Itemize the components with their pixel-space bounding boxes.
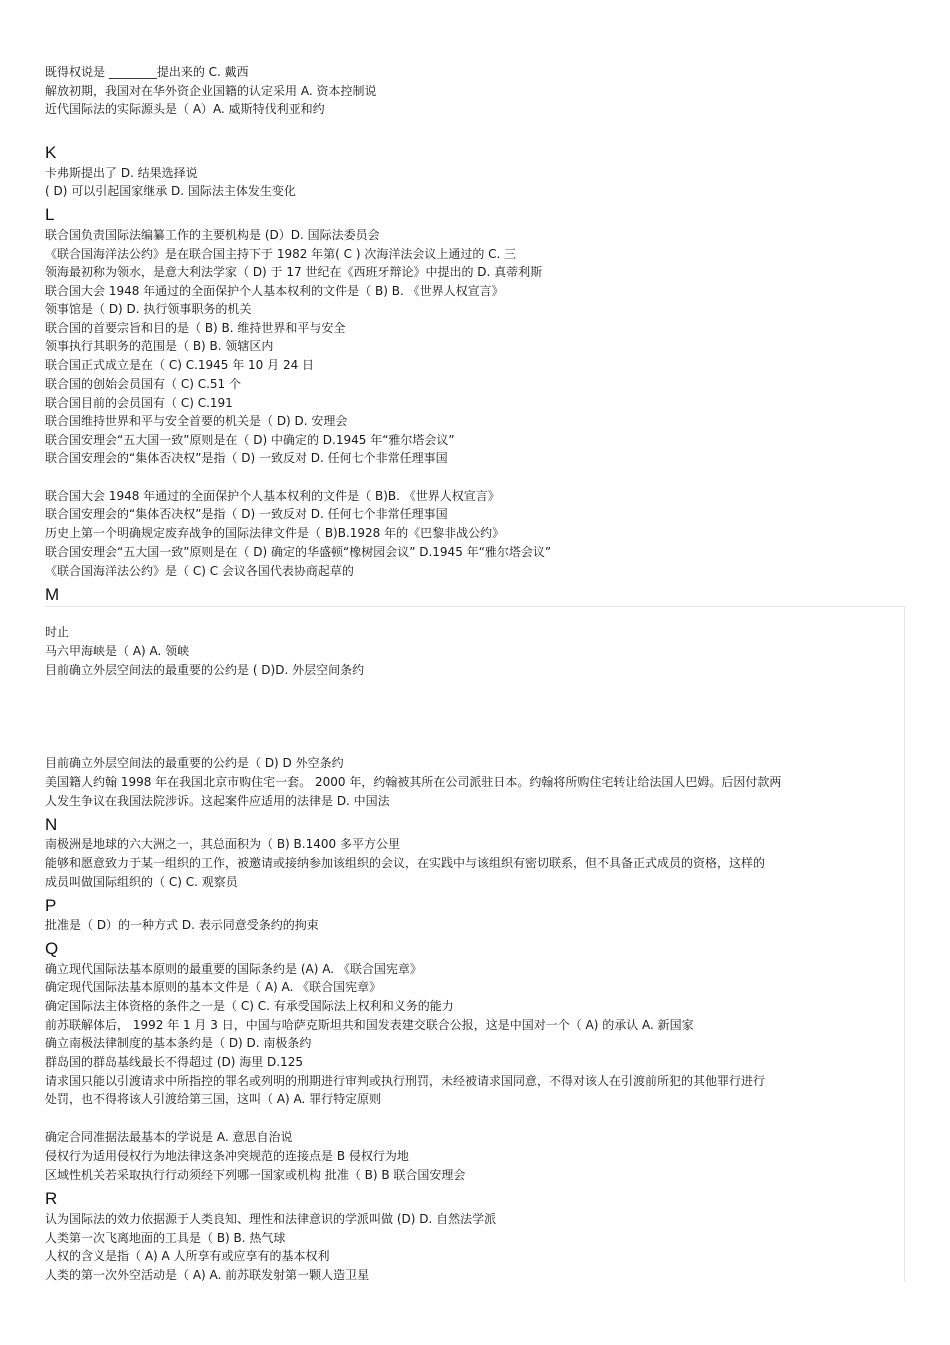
text-line: 历史上第一个明确规定废弃战争的国际法律文件是（ B)B.1928 年的《巴黎非战公约》 bbox=[45, 526, 505, 540]
text-line: 联合国维持世界和平与安全首要的机关是（ D) D. 安理会 bbox=[45, 414, 348, 428]
text-line: 联合国正式成立是在（ C) C.1945 年 10 月 24 日 bbox=[45, 358, 315, 372]
section-letter-k: K bbox=[45, 143, 57, 162]
section-letter-m: M bbox=[45, 585, 60, 604]
section-letter-p: P bbox=[45, 896, 57, 915]
text-line: 《联合国海洋法公约》是在联合国主持下于 1982 年第( C ) 次海洋法会议上通过的 C. 三 bbox=[45, 247, 517, 261]
text-line: 处罚，也不得将该人引渡给第三国，这叫（ A) A. 罪行特定原则 bbox=[45, 1092, 382, 1106]
text-line: 联合国安理会“五大国一致”原则是在（ D) 确定的华盛顿“橡树园会议” D.1945 年“雅尔塔会议” bbox=[45, 545, 552, 559]
text-line: 《联合国海洋法公约》是（ C) C 会议各国代表协商起草的 bbox=[45, 564, 354, 578]
text-line: 批准是（ D）的一种方式 D. 表示同意受条约的拘束 bbox=[45, 918, 319, 932]
text-line: 区域性机关若采取执行行动须经下列哪一国家或机构 批准（ B) B 联合国安理会 bbox=[45, 1168, 466, 1182]
text-line: 南极洲是地球的六大洲之一，其总面积为（ B) B.1400 多平方公里 bbox=[45, 837, 400, 851]
text-line: 认为国际法的效力依据源于人类良知、理性和法律意识的学派叫做 (D) D. 自然法学派 bbox=[45, 1212, 497, 1226]
text-line: 联合国目前的会员国有（ C) C.191 bbox=[45, 396, 233, 410]
divider bbox=[45, 606, 905, 607]
text-line: 侵权行为适用侵权行为地法律这条冲突规范的连接点是 B 侵权行为地 bbox=[45, 1149, 409, 1163]
text-line: 联合国安理会的“集体否决权”是指（ D) 一致反对 D. 任何七个非常任理事国 bbox=[45, 507, 448, 521]
text-line: 领事馆是（ D) D. 执行领事职务的机关 bbox=[45, 302, 252, 316]
text-line: 联合国负责国际法编纂工作的主要机构是 (D）D. 国际法委员会 bbox=[45, 228, 380, 242]
text-line: 联合国安理会“五大国一致”原则是在（ D) 中确定的 D.1945 年“雅尔塔会议” bbox=[45, 433, 455, 447]
text-line: 联合国的创始会员国有（ C) C.51 个 bbox=[45, 377, 241, 391]
text-line: 确定合同准据法最基本的学说是 A. 意思自治说 bbox=[45, 1130, 293, 1144]
text-line: 卡弗斯提出了 D. 结果选择说 bbox=[45, 166, 198, 180]
text-line: 确立南极法律制度的基本条约是（ D) D. 南极条约 bbox=[45, 1036, 312, 1050]
text-line: 人权的含义是指（ A) A 人所享有或应享有的基本权利 bbox=[45, 1249, 330, 1263]
text-line: 解放初期，我国对在华外资企业国籍的认定采用 A. 资本控制说 bbox=[45, 84, 377, 98]
text-line: 请求国只能以引渡请求中所指控的罪名或列明的刑期进行审判或执行刑罚，未经被请求国同意，不得对该人在引渡前所犯的其他罪行进行 bbox=[45, 1074, 766, 1088]
text-line: 美国籍人约翰 1998 年在我国北京市购住宅一套。 2000 年，约翰被其所在公司派驻日本。约翰将所购住宅转让给法国人巴姆。后因付款两 bbox=[45, 775, 782, 789]
text-line: 目前确立外层空间法的最重要的公约是（ D) D 外空条约 bbox=[45, 756, 344, 770]
text-line: 近代国际法的实际源头是（ A）A. 威斯特伐利亚和约 bbox=[45, 102, 325, 116]
text-line: 马六甲海峡是（ A) A. 领峡 bbox=[45, 644, 190, 658]
text-line: 时止 bbox=[45, 625, 70, 639]
text-line: 确定现代国际法基本原则的基本文件是（ A) A. 《联合国宪章》 bbox=[45, 980, 382, 994]
text-line: 群岛国的群岛基线最长不得超过 (D) 海里 D.125 bbox=[45, 1055, 304, 1069]
section-letter-r: R bbox=[45, 1189, 58, 1208]
section-letter-q: Q bbox=[45, 939, 59, 958]
text-line: 前苏联解体后， 1992 年 1 月 3 日，中国与哈萨克斯坦共和国发表建交联合公报，这是中国对一个（ A) 的承认 A. 新国家 bbox=[45, 1018, 694, 1032]
text-line: 人类第一次飞离地面的工具是（ B) B. 热气球 bbox=[45, 1231, 286, 1245]
text-line: 确立现代国际法基本原则的最重要的国际条约是 (A) A. 《联合国宪章》 bbox=[45, 962, 422, 976]
text-line: 人类的第一次外空活动是（ A) A. 前苏联发射第一颗人造卫星 bbox=[45, 1268, 370, 1282]
text-line: 联合国大会 1948 年通过的全面保护个人基本权利的文件是（ B)B. 《世界人权宣言》 bbox=[45, 489, 500, 503]
text-line: 领海最初称为领水，是意大利法学家（ D) 于 17 世纪在《西班牙辩论》中提出的 D. 真蒂利斯 bbox=[45, 265, 543, 279]
text-line: ( D) 可以引起国家继承 D. 国际法主体发生变化 bbox=[45, 184, 296, 198]
text-line: 成员叫做国际组织的（ C) C. 观察员 bbox=[45, 875, 238, 889]
text-line: 确定国际法主体资格的条件之一是（ C) C. 有承受国际法上权利和义务的能力 bbox=[45, 999, 454, 1013]
text-line: 目前确立外层空间法的最重要的公约是 ( D)D. 外层空间条约 bbox=[45, 663, 365, 677]
section-letter-l: L bbox=[45, 205, 55, 224]
text-line: 人发生争议在我国法院涉诉。这起案件应适用的法律是 D. 中国法 bbox=[45, 794, 390, 808]
section-letter-n: N bbox=[45, 815, 58, 834]
text-line: 既得权说是 ________提出来的 C. 戴西 bbox=[45, 65, 249, 79]
text-line: 联合国的首要宗旨和目的是（ B) B. 维持世界和平与安全 bbox=[45, 321, 346, 335]
text-line: 联合国大会 1948 年通过的全面保护个人基本权利的文件是（ B) B. 《世界人权宣言》 bbox=[45, 284, 504, 298]
text-line: 联合国安理会的“集体否决权”是指（ D) 一致反对 D. 任何七个非常任理事国 bbox=[45, 451, 448, 465]
text-line: 能够和愿意致力于某一组织的工作，被邀请或接纳参加该组织的会议，在实践中与该组织有密切联系，但不具备正式成员的资格，这样的 bbox=[45, 856, 766, 870]
text-line: 领事执行其职务的范围是（ B) B. 领辖区内 bbox=[45, 339, 274, 353]
